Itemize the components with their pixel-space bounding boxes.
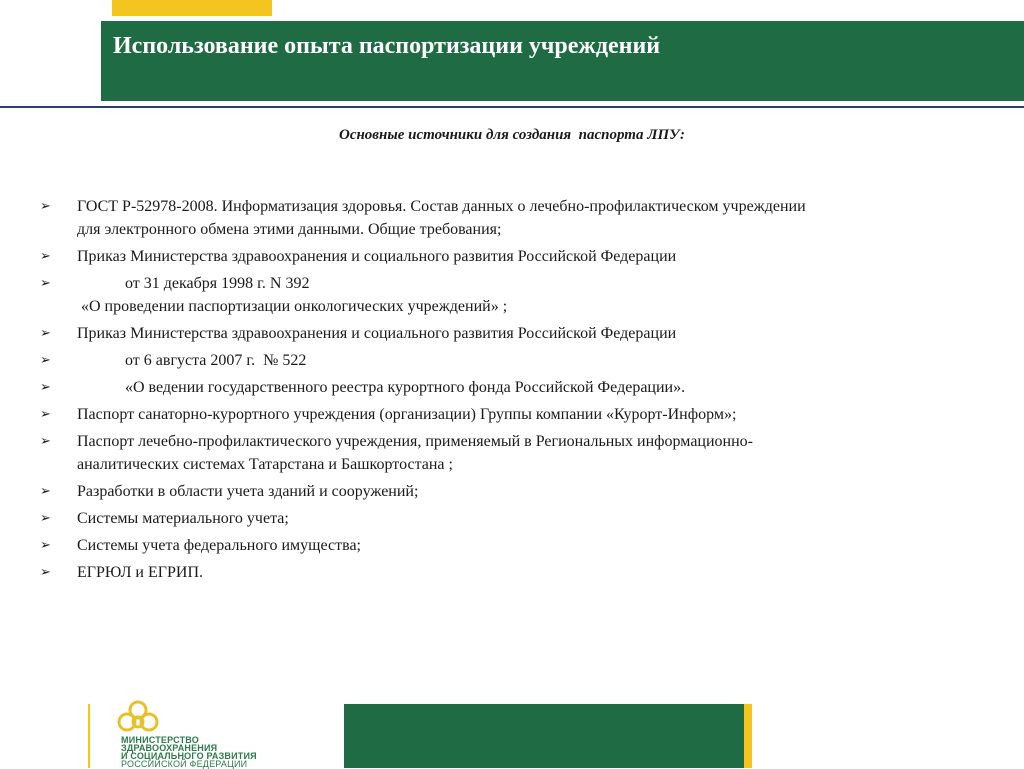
list-item: ➢ Паспорт лечебно-профилактического учреждения, применяемый в Региональных информационно- аналитических системах Татарстана и Башкортостана ; (40, 430, 1000, 476)
slide-title: Использование опыта паспортизации учреждений (113, 33, 661, 59)
list-item: ➢ Приказ Министерства здравоохранения и социального развития Российской Федерации (40, 322, 1000, 345)
ministry-logo (113, 698, 293, 768)
arrowhead-bullet-icon: ➢ (40, 565, 51, 580)
sources-list (40, 195, 1000, 588)
list-item: ➢ Приказ Министерства здравоохранения и социального развития Российской Федерации (40, 245, 1000, 268)
list-item: ➢ от 31 декабря 1998 г. N 392 «О проведении паспортизации онкологических учреждений» ; (40, 272, 1000, 318)
list-item: ➢ Разработки в области учета зданий и сооружений; (40, 480, 1000, 503)
list-item: ➢ ЕГРЮЛ и ЕГРИП. (40, 561, 1000, 584)
footer-yellow-stripe (744, 704, 752, 768)
list-item: ➢ ГОСТ Р-52978-2008. Информатизация здоровья. Состав данных о лечебно-профилактическом учреждении для электронного обмена этими данными. Общие требования; (40, 195, 1000, 241)
footer-divider (88, 704, 90, 768)
ministry-name: МИНИСТЕРСТВО ЗДРАВООХРАНЕНИЯ И СОЦИАЛЬНОГО РАЗВИТИЯ РОССИЙСКОЙ ФЕДЕРАЦИИ (121, 735, 257, 769)
footer-green-band (344, 704, 744, 768)
arrowhead-bullet-icon: ➢ (40, 353, 51, 368)
arrowhead-bullet-icon: ➢ (40, 538, 51, 553)
list-item: ➢ от 6 августа 2007 г. № 522 (40, 349, 1000, 372)
list-item: ➢ Системы материального учета; (40, 507, 1000, 530)
arrowhead-bullet-icon: ➢ (40, 199, 51, 214)
arrowhead-bullet-icon: ➢ (40, 276, 51, 291)
arrowhead-bullet-icon: ➢ (40, 434, 51, 449)
arrowhead-bullet-icon: ➢ (40, 249, 51, 264)
arrowhead-bullet-icon: ➢ (40, 511, 51, 526)
list-item: ➢ «О ведении государственного реестра курортного фонда Российской Федерации». (40, 376, 1000, 399)
slide-subtitle: Основные источники для создания паспорта ЛПУ: (338, 127, 685, 143)
ministry-emblem-icon (113, 698, 163, 738)
arrowhead-bullet-icon: ➢ (40, 326, 51, 341)
arrowhead-bullet-icon: ➢ (40, 407, 51, 422)
header-accent-tab (112, 0, 272, 16)
arrowhead-bullet-icon: ➢ (40, 380, 51, 395)
list-item: ➢ Системы учета федерального имущества; (40, 534, 1000, 557)
title-bar (101, 21, 1024, 101)
list-item: ➢ Паспорт санаторно-курортного учреждения (организации) Группы компании «Курорт-Информ»; (40, 403, 1000, 426)
header-divider (0, 106, 1024, 108)
arrowhead-bullet-icon: ➢ (40, 484, 51, 499)
